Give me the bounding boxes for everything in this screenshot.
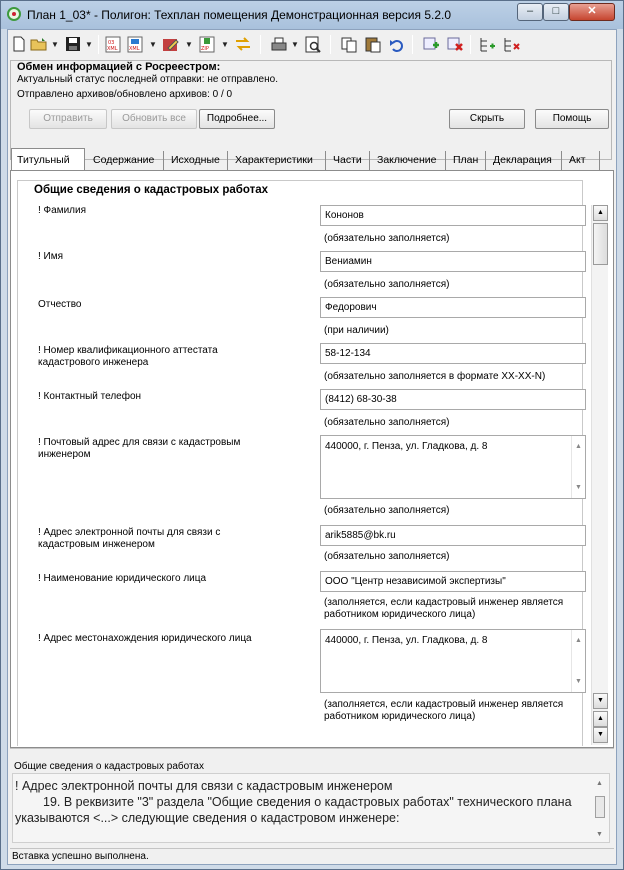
- window-title: План 1_03* - Полигон: Техплан помещения Демонстрационная версия 5.2.0: [27, 8, 452, 22]
- print-icon[interactable]: [270, 36, 288, 53]
- scroll-down-icon[interactable]: ▼: [593, 693, 608, 709]
- save-icon[interactable]: [64, 36, 82, 53]
- legal-entity-label: ! Наименование юридического лица: [38, 573, 207, 584]
- help-scroll-thumb[interactable]: [595, 796, 605, 818]
- legal-address-field[interactable]: [320, 629, 586, 693]
- spin-up-icon[interactable]: ▲: [593, 711, 608, 727]
- svg-text:03: 03: [108, 40, 115, 46]
- tab-title[interactable]: Титульный: [11, 148, 85, 170]
- legal-entity-hint: (заполняется, если кадастровый инженер является работником юридического лица): [324, 597, 564, 620]
- undo-icon[interactable]: [388, 36, 406, 53]
- postal-address-value: 440000, г. Пенза, ул. Гладкова, д. 8: [325, 441, 488, 452]
- tab-conclusion[interactable]: Заключение: [372, 151, 446, 170]
- transfer-icon[interactable]: [234, 36, 252, 53]
- patronymic-field[interactable]: Федорович: [320, 297, 586, 318]
- toolbar-separator: [330, 35, 331, 54]
- name-field[interactable]: Вениамин: [320, 251, 586, 272]
- postal-address-scrollbar[interactable]: [571, 436, 585, 498]
- surname-hint: (обязательно заполняется): [324, 233, 450, 244]
- help-text: [15, 778, 591, 826]
- scroll-down-icon[interactable]: ▼: [575, 484, 582, 491]
- surname-label: ! Фамилия: [38, 205, 87, 216]
- name-label: ! Имя: [38, 251, 64, 262]
- delete-icon[interactable]: [446, 36, 464, 53]
- legal-entity-field[interactable]: ООО "Центр независимой экспертизы": [320, 571, 586, 592]
- form-title: Общие сведения о кадастровых работах: [30, 184, 272, 196]
- client-area: [7, 29, 617, 865]
- details-button[interactable]: Подробнее...: [199, 109, 275, 129]
- surname-field[interactable]: Кононов: [320, 205, 586, 226]
- scroll-down-icon[interactable]: ▼: [596, 831, 603, 838]
- new-document-icon[interactable]: [10, 36, 28, 53]
- xml-import-icon[interactable]: [126, 36, 144, 53]
- close-button[interactable]: ✕: [569, 3, 615, 21]
- spin-down-icon[interactable]: ▼: [593, 727, 608, 743]
- help-button[interactable]: Помощь: [535, 109, 609, 129]
- certificate-hint: (обязательно заполняется в формате XX-XX-N): [324, 371, 546, 382]
- exchange-counts: Отправлено архивов/обновлено архивов: 0 / 0: [17, 89, 233, 100]
- tab-plan[interactable]: План: [448, 151, 486, 170]
- tab-parts[interactable]: Части: [328, 151, 370, 170]
- delete-row-icon[interactable]: [502, 36, 520, 53]
- edit-icon[interactable]: [162, 36, 180, 53]
- add-icon[interactable]: [422, 36, 440, 53]
- email-field[interactable]: arik5885@bk.ru: [320, 525, 586, 546]
- exchange-title: Обмен информацией с Росреестром:: [17, 61, 221, 73]
- scroll-up-icon[interactable]: ▲: [596, 780, 603, 787]
- help-line-1: ! Адрес электронной почты для связи с кадастровым инженером: [15, 779, 393, 793]
- toolbar-separator: [98, 35, 99, 54]
- app-icon[interactable]: [7, 7, 21, 21]
- exchange-status: Актуальный статус последней отправки: не отправлено.: [17, 74, 278, 85]
- svg-text:XML: XML: [129, 46, 140, 52]
- tab-bar: [8, 148, 616, 170]
- email-hint: (обязательно заполняется): [324, 551, 450, 562]
- edit-dropdown-icon[interactable]: ▼: [185, 40, 193, 49]
- postal-address-label: ! Почтовый адрес для связи с кадастровым инженером: [38, 437, 241, 460]
- scroll-down-icon[interactable]: ▼: [575, 678, 582, 685]
- zip-dropdown-icon[interactable]: ▼: [221, 40, 229, 49]
- toolbar-separator: [470, 35, 471, 54]
- open-dropdown-icon[interactable]: ▼: [51, 40, 59, 49]
- phone-label: ! Контактный телефон: [38, 391, 142, 402]
- legal-address-label: ! Адрес местонахождения юридического лица: [38, 633, 252, 644]
- insert-row-icon[interactable]: [478, 36, 496, 53]
- svg-text:XML: XML: [107, 46, 118, 52]
- email-label: ! Адрес электронной почты для связи с кадастровым инженером: [38, 527, 221, 550]
- tab-declaration[interactable]: Декларация: [488, 151, 562, 170]
- toolbar-separator: [412, 35, 413, 54]
- maximize-button[interactable]: □: [543, 3, 569, 21]
- open-folder-icon[interactable]: [30, 36, 48, 53]
- legal-address-hint: (заполняется, если кадастровый инженер является работником юридического лица): [324, 699, 564, 722]
- help-title: Общие сведения о кадастровых работах: [14, 761, 204, 772]
- legal-address-scrollbar[interactable]: [571, 630, 585, 692]
- copy-icon[interactable]: [340, 36, 358, 53]
- paste-icon[interactable]: [364, 36, 382, 53]
- tab-characteristics[interactable]: Характеристики: [230, 151, 326, 170]
- certificate-label: ! Номер квалификационного аттестата кадастрового инженера: [38, 345, 218, 368]
- form-group: [17, 180, 583, 746]
- minimize-button[interactable]: –: [517, 3, 543, 21]
- print-dropdown-icon[interactable]: ▼: [291, 40, 299, 49]
- toolbar-separator: [260, 35, 261, 54]
- postal-address-field[interactable]: [320, 435, 586, 499]
- preview-icon[interactable]: [304, 36, 322, 53]
- title-bar[interactable]: [1, 1, 623, 29]
- phone-hint: (обязательно заполняется): [324, 417, 450, 428]
- tab-contents[interactable]: Содержание: [88, 151, 164, 170]
- patronymic-hint: (при наличии): [324, 325, 389, 336]
- scroll-up-icon[interactable]: ▲: [575, 443, 582, 450]
- legal-address-value: 440000, г. Пенза, ул. Гладкова, д. 8: [325, 635, 488, 646]
- scroll-up-icon[interactable]: ▲: [593, 205, 608, 221]
- name-hint: (обязательно заполняется): [324, 279, 450, 290]
- hide-button[interactable]: Скрыть: [449, 109, 525, 129]
- phone-field[interactable]: (8412) 68-30-38: [320, 389, 586, 410]
- patronymic-label: Отчество: [38, 299, 82, 310]
- send-button[interactable]: Отправить: [29, 109, 107, 129]
- save-dropdown-icon[interactable]: ▼: [85, 40, 93, 49]
- scroll-up-icon[interactable]: ▲: [575, 637, 582, 644]
- help-scrollbar[interactable]: [593, 778, 607, 840]
- status-bar: Вставка успешно выполнена.: [10, 848, 614, 864]
- help-text-box[interactable]: [12, 773, 610, 843]
- toolbar: [8, 30, 616, 58]
- scroll-thumb[interactable]: [593, 223, 608, 265]
- certificate-field[interactable]: 58-12-134: [320, 343, 586, 364]
- help-panel: [10, 748, 614, 846]
- zip-icon[interactable]: [198, 36, 216, 53]
- form-scrollbar[interactable]: [591, 205, 608, 745]
- tab-panel: [10, 170, 614, 748]
- update-all-button[interactable]: Обновить все: [111, 109, 197, 129]
- postal-address-hint: (обязательно заполняется): [324, 505, 450, 516]
- exchange-panel: [10, 60, 612, 160]
- xml-export-icon[interactable]: [104, 36, 122, 53]
- xml-dropdown-icon[interactable]: ▼: [149, 40, 157, 49]
- tab-source[interactable]: Исходные: [166, 151, 228, 170]
- svg-text:ZIP: ZIP: [201, 46, 209, 52]
- help-line-2: 19. В реквизите "3" раздела "Общие сведения о кадастровых работах" технического плана указываются <...> следующие сведения о кадастровом инженере:: [15, 795, 572, 825]
- tab-act[interactable]: Акт: [564, 151, 600, 170]
